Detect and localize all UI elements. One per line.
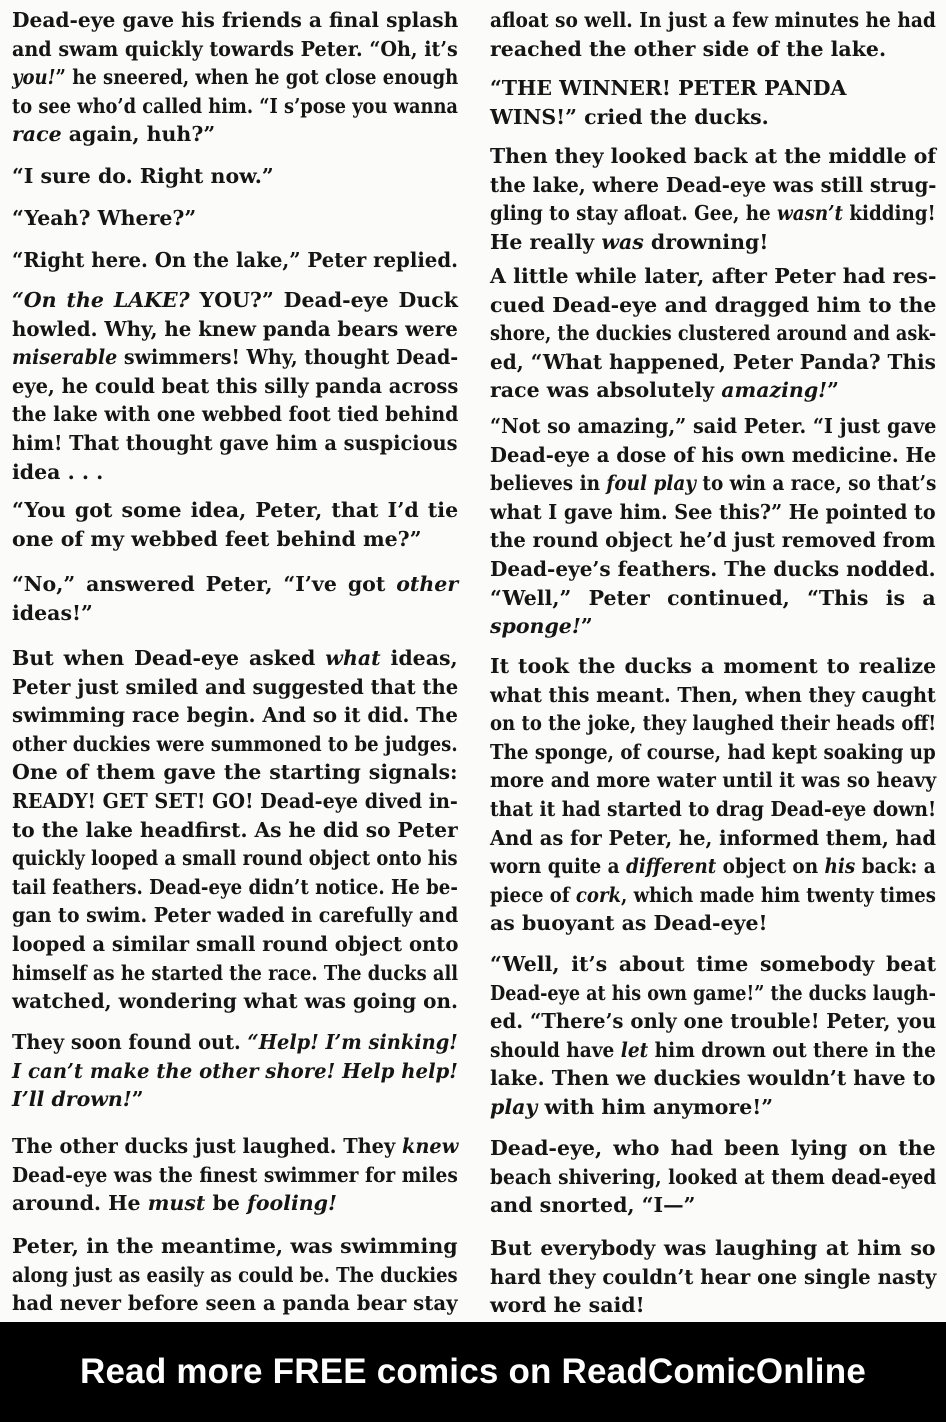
- text-line: [490, 766, 936, 794]
- text-segment: Dead-eye was the finest swimmer for miles: [12, 1162, 458, 1187]
- text-segment: ed, “What happened, Peter Panda? This: [490, 349, 936, 374]
- text-segment: more and more water until it was so heavy: [490, 768, 937, 793]
- text-line: [490, 348, 936, 376]
- text-line: [490, 852, 936, 880]
- text-line: [12, 120, 215, 148]
- text-segment: “Well,” Peter continued, “This is a: [490, 585, 936, 610]
- italic-text: other: [396, 572, 459, 596]
- text-line: [490, 1263, 936, 1291]
- text-line: [12, 701, 458, 729]
- italic-text: let: [620, 1037, 649, 1062]
- text-segment: along just as easily as could be. The duckies: [12, 1262, 458, 1287]
- text-segment: that it had started to drag Dead-eye down!: [490, 797, 937, 821]
- text-line: [490, 909, 767, 937]
- text-line: [12, 816, 458, 844]
- italic-text: sponge!: [490, 614, 581, 639]
- text-segment: again, huh?”: [61, 122, 216, 147]
- text-segment: ”: [131, 1087, 144, 1112]
- text-line: [12, 673, 458, 701]
- italic-text: cork: [575, 882, 622, 907]
- text-segment: other duckies were summoned to be judges.: [12, 731, 458, 756]
- text-line: [12, 1085, 144, 1113]
- text-line: [12, 570, 458, 598]
- text-segment: to win a race, so that’s: [696, 471, 937, 496]
- italic-text: play: [490, 1095, 538, 1119]
- text-line: [12, 246, 458, 274]
- text-line: [12, 496, 458, 524]
- text-segment: Peter, in the meantime, was swimming: [12, 1234, 458, 1258]
- text-segment: quickly looped a small round object onto his: [12, 846, 458, 871]
- text-line: [12, 758, 458, 786]
- text-segment: swimming race begin. And so it did. The: [12, 703, 458, 728]
- italic-text: I can’t make the other shore! Help help!: [12, 1058, 458, 1083]
- text-line: [12, 429, 458, 457]
- text-line: [12, 204, 196, 232]
- text-segment: ed. “There’s only one trouble! Peter, you: [490, 1009, 937, 1034]
- text-segment: watched, wondering what was going on.: [12, 989, 458, 1014]
- italic-text: was: [601, 229, 644, 254]
- text-line: [490, 1064, 936, 1092]
- text-line: [12, 6, 458, 34]
- text-segment: ideas,: [380, 646, 458, 670]
- text-line: [490, 171, 936, 199]
- text-segment: howled. Why, he knew panda bears were: [12, 316, 458, 341]
- text-segment: believes in: [490, 471, 607, 496]
- text-segment: One of them gave the starting signals:: [12, 760, 458, 785]
- text-line: [12, 787, 458, 815]
- text-segment: kidding!: [842, 201, 936, 226]
- text-segment: Dead-eye at his own game!” the ducks laugh-: [490, 980, 936, 1005]
- text-line: [12, 1132, 458, 1160]
- text-line: [490, 262, 936, 290]
- text-line: [12, 730, 458, 758]
- text-line: [490, 103, 769, 131]
- text-line: [490, 142, 936, 170]
- text-segment: object on: [716, 854, 825, 879]
- text-segment: word he said!: [490, 1293, 645, 1318]
- text-segment: The other ducks just laughed. They: [12, 1134, 402, 1158]
- text-segment: But everybody was laughing at him so: [490, 1236, 936, 1260]
- text-line: [490, 35, 886, 63]
- text-segment: and swam quickly towards Peter. “Oh, it’s: [12, 36, 458, 61]
- text-line: [12, 599, 93, 627]
- text-line: [12, 525, 422, 553]
- italic-text: must: [147, 1191, 206, 1216]
- text-segment: race was absolutely: [490, 378, 722, 403]
- italic-text: his: [824, 854, 856, 879]
- text-line: [12, 1161, 458, 1189]
- promo-footer-text[interactable]: Read more FREE comics on ReadComicOnline: [80, 1352, 866, 1391]
- text-line: [490, 1134, 936, 1162]
- text-line: [490, 228, 768, 256]
- text-segment: ”: [827, 378, 839, 403]
- text-line: [490, 881, 936, 909]
- italic-text: you!: [12, 65, 56, 90]
- text-line: [490, 441, 936, 469]
- text-segment: “Yeah? Where?”: [12, 206, 197, 230]
- italic-text: foul play: [606, 471, 697, 496]
- text-line: [12, 959, 458, 987]
- text-segment: “Not so amazing,” said Peter. “I just gave: [490, 414, 937, 438]
- text-segment: “THE WINNER! PETER PANDA: [490, 76, 847, 100]
- text-segment: back: a: [855, 854, 936, 879]
- text-segment: Dead-eye’s feathers. The ducks nodded.: [490, 557, 936, 581]
- text-segment: piece of: [490, 882, 576, 907]
- text-segment: WINS!” cried the ducks.: [490, 104, 769, 129]
- text-line: [490, 1291, 645, 1319]
- text-line: [490, 738, 936, 766]
- italic-text: different: [626, 854, 717, 879]
- text-line: [490, 1093, 773, 1121]
- text-line: [490, 950, 936, 978]
- text-segment: idea . . .: [12, 459, 104, 484]
- text-segment: “No,” answered Peter, “I’ve got: [12, 572, 397, 596]
- italic-text: fooling!: [247, 1191, 337, 1216]
- text-segment: cued Dead-eye and dragged him to the: [490, 292, 937, 317]
- text-line: [490, 1191, 695, 1219]
- text-segment: But when Dead-eye asked: [12, 646, 326, 670]
- text-line: [490, 795, 936, 823]
- text-segment: looped a similar small round object onto: [12, 932, 459, 956]
- italic-text: knew: [401, 1134, 459, 1158]
- text-line: [490, 526, 936, 554]
- text-segment: shore, the duckies clustered around and ask-: [490, 321, 937, 346]
- text-line: [12, 930, 458, 958]
- italic-text: wasn’t: [777, 201, 843, 226]
- text-segment: beach shivering, looked at them dead-eyed: [490, 1164, 937, 1189]
- text-line: [490, 291, 936, 319]
- text-segment: one of my webbed feet behind me?”: [12, 526, 422, 551]
- text-segment: A little while later, after Peter had res-: [490, 264, 937, 288]
- text-line: [490, 1007, 936, 1035]
- text-line: [490, 824, 936, 852]
- text-segment: be: [205, 1191, 247, 1216]
- text-line: [12, 901, 458, 929]
- text-segment: worn quite a: [490, 854, 627, 879]
- text-line: [12, 1232, 458, 1260]
- text-segment: , which made him twenty times: [621, 882, 936, 907]
- text-segment: eye, he could beat this silly panda across: [12, 373, 459, 398]
- text-line: [490, 376, 839, 404]
- text-line: [490, 1163, 936, 1191]
- text-line: [490, 74, 846, 102]
- text-line: [12, 644, 458, 672]
- text-segment: The sponge, of course, had kept soaking up: [490, 739, 936, 764]
- text-segment: and snorted, “I—”: [490, 1193, 696, 1218]
- text-segment: the round object he’d just removed from: [490, 528, 936, 553]
- text-segment: gan to swim. Peter waded in carefully and: [12, 903, 459, 928]
- text-segment: “I sure do. Right now.”: [12, 164, 274, 188]
- text-segment: “Well, it’s about time somebody beat: [490, 952, 937, 976]
- italic-text: “On the LAKE?: [12, 288, 190, 312]
- text-line: [490, 1036, 936, 1064]
- text-line: [12, 987, 458, 1015]
- text-segment: And as for Peter, he, informed them, had: [490, 825, 936, 850]
- text-line: [490, 199, 936, 227]
- italic-text: I’ll drown!: [12, 1087, 132, 1112]
- text-line: [12, 1057, 458, 1085]
- text-line: [12, 1289, 458, 1317]
- text-segment: around. He: [12, 1191, 148, 1216]
- text-line: [12, 315, 458, 343]
- text-line: [490, 555, 936, 583]
- text-segment: lake. Then we duckies wouldn’t have to: [490, 1066, 936, 1091]
- text-segment: drowning!: [643, 229, 769, 254]
- text-segment: should have: [490, 1037, 621, 1062]
- text-segment: They soon found out.: [12, 1030, 248, 1054]
- text-segment: Dead-eye a dose of his own medicine. He: [490, 442, 937, 467]
- text-line: [12, 35, 458, 63]
- text-segment: It took the ducks a moment to realize: [490, 654, 937, 678]
- text-segment: hard they couldn’t hear one single nasty: [490, 1264, 937, 1289]
- text-segment: himself as he started the race. The ducks all: [12, 960, 459, 985]
- text-line: [490, 612, 593, 640]
- text-segment: as buoyant as Dead-eye!: [490, 911, 768, 936]
- text-line: [12, 844, 458, 872]
- text-segment: had never before seen a panda bear stay: [12, 1291, 458, 1316]
- text-segment: He really: [490, 229, 602, 254]
- text-segment: with him anymore!”: [537, 1095, 774, 1119]
- promo-footer-banner[interactable]: [0, 1322, 946, 1422]
- text-line: [490, 498, 936, 526]
- text-line: [490, 412, 936, 440]
- text-segment: Dead-eye gave his friends a final splash: [12, 8, 459, 32]
- text-segment: “You got some idea, Peter, that I’d tie: [12, 498, 459, 522]
- text-segment: the lake, where Dead-eye was still strug-: [490, 172, 937, 197]
- text-segment: to the lake headfirst. As he did so Peter: [12, 817, 458, 842]
- text-line: [490, 584, 936, 612]
- text-segment: Dead-eye, who had been lying on the: [490, 1136, 936, 1160]
- text-segment: him! That thought gave him a suspicious: [12, 431, 458, 455]
- text-segment: swimmers! Why, thought Dead-: [117, 345, 459, 370]
- italic-text: miserable: [12, 345, 118, 370]
- text-segment: ” he sneered, when he got close enough: [55, 65, 459, 90]
- text-line: [12, 458, 103, 486]
- text-line: [490, 709, 936, 737]
- text-segment: YOU?” Dead-eye Duck: [189, 288, 458, 312]
- text-segment: him drown out there in the: [648, 1037, 936, 1062]
- text-line: [490, 1234, 936, 1262]
- text-segment: afloat so well. In just a few minutes he had: [490, 8, 936, 32]
- text-segment: on to the joke, they laughed their heads off!: [490, 711, 937, 736]
- text-line: [12, 1261, 458, 1289]
- text-line: [490, 6, 936, 34]
- text-line: [12, 286, 458, 314]
- italic-text: “Help! I’m sinking!: [247, 1030, 458, 1054]
- text-line: [12, 1189, 337, 1217]
- text-segment: what I gave him. See this?” He pointed to: [490, 499, 936, 524]
- text-segment: READY! GET SET! GO! Dead-eye dived in-: [12, 789, 458, 813]
- text-line: [490, 469, 936, 497]
- text-line: [12, 63, 458, 91]
- italic-text: amazing!: [721, 378, 828, 403]
- text-segment: ideas!”: [12, 600, 93, 625]
- text-segment: Peter just smiled and suggested that the: [12, 674, 459, 699]
- text-line: [490, 319, 936, 347]
- text-segment: what this meant. Then, when they caught: [490, 682, 936, 707]
- text-segment: the lake with one webbed foot tied behind: [12, 402, 459, 427]
- text-line: [12, 343, 458, 371]
- text-line: [490, 979, 936, 1007]
- text-segment: ”: [580, 614, 593, 639]
- text-line: [12, 873, 458, 901]
- text-line: [12, 400, 458, 428]
- text-segment: “Right here. On the lake,” Peter replied.: [12, 248, 458, 272]
- text-segment: tail feathers. Dead-eye didn’t notice. He be-: [12, 874, 458, 899]
- text-line: [12, 372, 458, 400]
- text-line: [12, 1028, 458, 1056]
- text-segment: Then they looked back at the middle of: [490, 144, 937, 168]
- text-line: [12, 162, 274, 190]
- text-segment: gling to stay afloat. Gee, he: [490, 201, 778, 226]
- italic-text: race: [12, 122, 62, 147]
- text-segment: reached the other side of the lake.: [490, 36, 887, 61]
- text-line: [490, 652, 936, 680]
- text-segment: to see who’d called him. “I s’pose you wanna: [12, 93, 458, 118]
- italic-text: what: [325, 646, 381, 670]
- text-line: [12, 92, 458, 120]
- text-line: [490, 681, 936, 709]
